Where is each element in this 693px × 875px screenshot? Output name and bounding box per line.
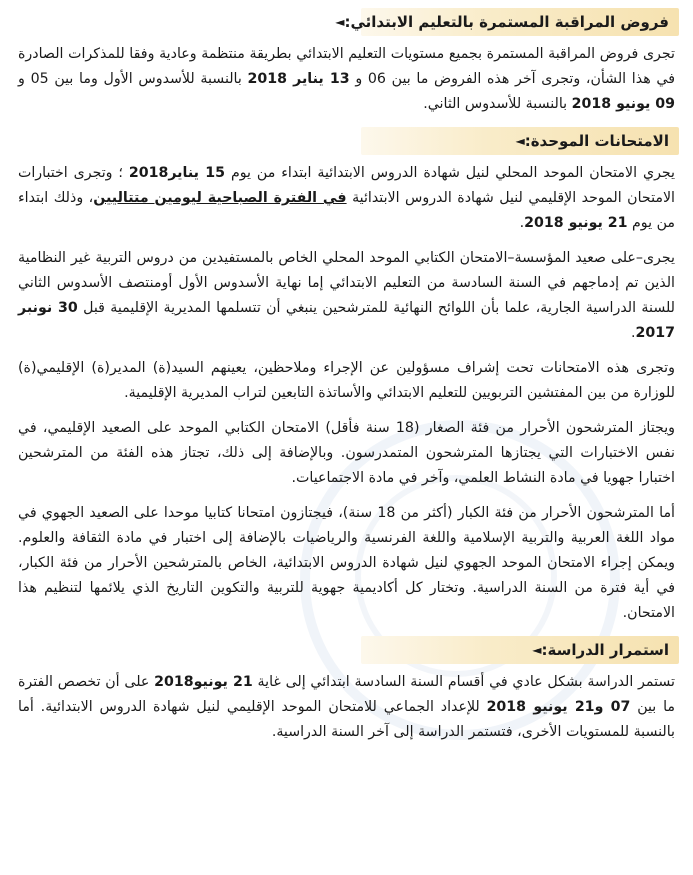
text-segment: . — [519, 215, 525, 231]
text-segment: . — [630, 325, 636, 341]
paragraph — [14, 501, 679, 626]
text-segment: ؛ وتجرى اختبارات الامتحان الموحد الإقليمي لنيل شهادة الدروس الابتدائية — [18, 165, 675, 206]
text-segment: وتجرى هذه الامتحانات تحت إشراف مسؤولين عن الإجراء وملاحظين، يعينهم السيد(ة) المدير(ة) الإقليمي(ة) للوزارة من بين المفتشين التربويين للتعليم الابتدائي والأساتذة التابعين لتراب المديرية الإقليمية. — [18, 360, 675, 401]
text-segment: ، وذلك ابتداء من يوم — [18, 190, 675, 231]
bold-date: 21 يونيو 2018 — [524, 215, 628, 231]
text-segment: للإعداد الجماعي للامتحان الموحد الإقليمي لنيل شهادة الدروس الابتدائية. أما بالنسبة للمستويات الأخرى، فتستمر الدراسة إلى آخر السنة الدراسية. — [18, 699, 675, 740]
paragraph — [14, 161, 679, 236]
text-segment: تجرى فروض المراقبة المستمرة بجميع مستويات التعليم الابتدائي بطريقة منتظمة وعادية وفقا للمذكرات الصادرة في هذا الشأن، وتجرى آخر هذه الفروض ما بين 06 و — [18, 46, 675, 87]
text-segment: أما المترشحون الأحرار من فئة الكبار (أكثر من 18 سنة)، فيجتازون امتحانا كتابيا موحدا على الصعيد الجهوي في مواد اللغة العربية والتربية الإسلامية واللغة الفرنسية والرياضيات بالإضافة إلى اختبار في مادة الثقافة والعلوم. ويمكن إجراء الامتحان الموحد الجهوي لنيل شهادة الدروس الابتدائية، الخاص بالمترشحين الأحرار من فئة الكبار، في أية فترة من السنة الدراسية. وتختار كل أكاديمية جهوية للتربية والتكوين التاريخ الذي يلائمها لتنظيم هذا الامتحان. — [18, 505, 675, 621]
bold-date: 30 نونبر 2017 — [18, 300, 675, 341]
section-title: الامتحانات الموحدة: — [524, 132, 669, 150]
paragraph — [14, 246, 679, 346]
bold-date: 13 يناير 2018 — [247, 71, 350, 87]
triangle-bullet-icon: ◄ — [515, 134, 525, 148]
section-title: استمرار الدراسة: — [541, 641, 669, 659]
text-segment: ويجتاز المترشحون الأحرار من فئة الصغار (18 سنة فأقل) الامتحان الكتابي الموحد على الصعيد الإقليمي، في نفس الاختبارات التي يجتازها المترشحون المتمدرسون. وبالإضافة إلى ذلك، تجتاز هذه الفئة من المترشحين اختبارا جهويا في مادة النشاط العلمي، وآخر في مادة الاجتماعيات. — [18, 420, 675, 486]
text-segment: بالنسبة للأسدوس الأول وما بين 05 و — [18, 71, 248, 87]
section-header — [335, 8, 679, 36]
triangle-bullet-icon: ◄ — [532, 643, 542, 657]
section-header — [361, 127, 679, 155]
paragraph — [14, 670, 679, 745]
bold-date: 07 و21 يونيو 2018 — [486, 699, 631, 715]
section-title: فروض المراقبة المستمرة بالتعليم الابتدائي: — [344, 13, 669, 31]
paragraph — [14, 416, 679, 491]
bold-date: 15 يناير2018 — [128, 165, 226, 181]
text-segment: على أن تخصص الفترة ما بين — [18, 674, 675, 715]
text-segment: تستمر الدراسة بشكل عادي في أقسام السنة السادسة ابتدائي إلى غاية — [252, 674, 675, 690]
paragraph — [14, 42, 679, 117]
bold-date: 09 يونيو 2018 — [571, 96, 675, 112]
paragraph — [14, 356, 679, 406]
document-content — [14, 8, 679, 745]
text-segment: بالنسبة للأسدوس الثاني. — [423, 96, 572, 112]
underlined-text: في الفترة الصباحية ليومين متتاليين — [93, 190, 347, 206]
bold-date: 21 يونيو2018 — [154, 674, 253, 690]
section-header — [361, 636, 679, 664]
text-segment: يجرى–على صعيد المؤسسة–الامتحان الكتابي الموحد المحلي الخاص بالمستفيدين من دروس التربية غير النظامية الذين تم إدماجهم في السنة السادسة من التعليم الابتدائي إما نهاية الأسدوس الأول أومنتصف الأسدوس الثاني للسنة الدراسية الجارية، علما بأن اللوائح النهائية للمترشحين ينبغي أن تتسلمها المديرية الإقليمية قبل — [18, 250, 675, 316]
triangle-bullet-icon: ◄ — [335, 15, 345, 29]
text-segment: يجري الامتحان الموحد المحلي لنيل شهادة الدروس الابتدائية ابتداء من يوم — [225, 165, 675, 181]
